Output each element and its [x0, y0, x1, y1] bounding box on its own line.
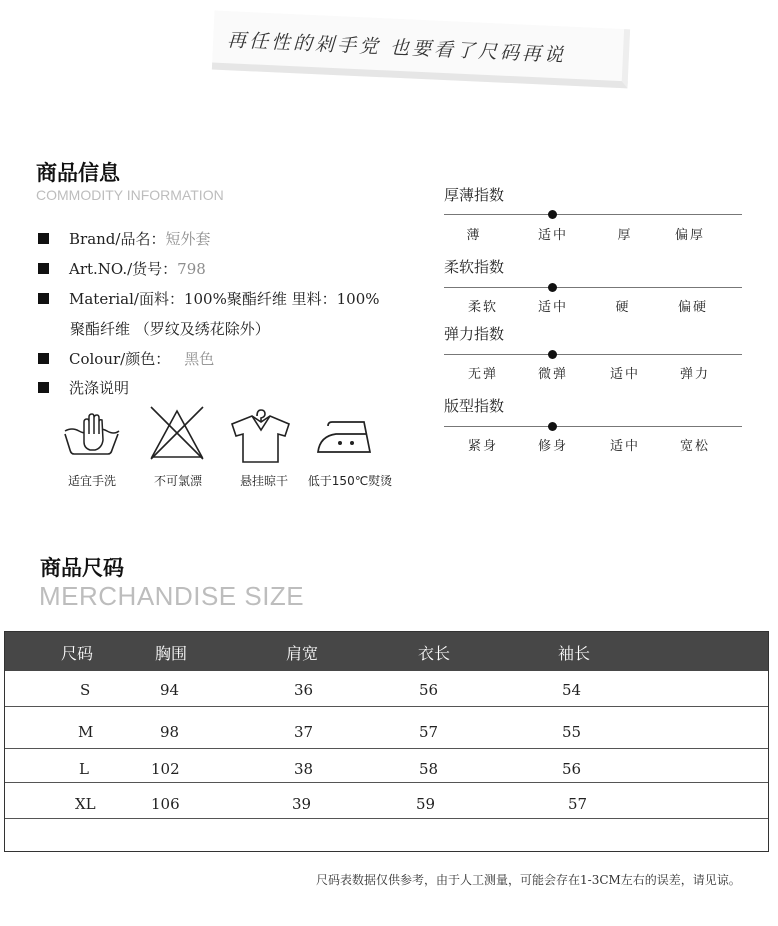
- index-scale-line: [444, 287, 742, 288]
- iron-icon: [314, 416, 374, 456]
- header-shoulder: 肩宽: [286, 644, 319, 663]
- brand-label: Brand/品名：: [69, 230, 166, 248]
- index-label: 修身: [537, 439, 568, 454]
- index-label: 偏厚: [674, 228, 705, 243]
- table-cell: 102: [151, 760, 180, 778]
- row-divider: [5, 706, 768, 707]
- index-marker: [548, 350, 557, 359]
- index-label: 厚: [617, 228, 633, 243]
- size-table-header: [5, 632, 768, 671]
- slogan-banner: [212, 7, 633, 92]
- index-label: 适中: [537, 228, 568, 243]
- table-cell: 58: [419, 760, 439, 778]
- material-value: 100%聚酯纤维 里料：100%: [183, 290, 380, 308]
- header-length: 衣长: [418, 644, 451, 663]
- material-continuation: 聚酯纤维 （罗纹及绣花除外）: [70, 320, 270, 338]
- index-title-elasticity: 弹力指数: [444, 325, 505, 343]
- size-subtitle: MERCHANDISE SIZE: [39, 581, 305, 611]
- table-cell: 54: [562, 681, 582, 699]
- row-divider: [5, 748, 768, 749]
- art-value: 798: [177, 260, 206, 278]
- material-row: [38, 288, 380, 309]
- index-scale-line: [444, 354, 742, 355]
- table-cell: 56: [419, 681, 439, 699]
- index-label: 宽松: [679, 439, 710, 454]
- table-cell: 57: [568, 795, 588, 813]
- bullet-icon: [38, 382, 49, 393]
- table-cell: 106: [151, 795, 180, 813]
- art-row: [38, 258, 206, 279]
- index-label: 偏硬: [677, 300, 708, 315]
- table-cell: 57: [419, 723, 439, 741]
- index-scale-line: [444, 426, 742, 427]
- care-label-hang-dry: 悬挂晾干: [239, 474, 288, 488]
- bullet-icon: [38, 233, 49, 244]
- care-label-iron: 低于150℃熨烫: [307, 474, 393, 488]
- bullet-icon: [38, 293, 49, 304]
- care-label-hand-wash: 适宜手洗: [67, 474, 116, 488]
- bullet-icon: [38, 263, 49, 274]
- index-label: 弹力: [679, 367, 710, 382]
- size-title: 商品尺码: [40, 556, 124, 580]
- colour-value: 黑色: [184, 350, 215, 368]
- art-label: Art.NO./货号：: [69, 260, 178, 278]
- table-cell: S: [80, 681, 91, 699]
- table-cell: 56: [562, 760, 582, 778]
- size-footnote: 尺码表数据仅供参考，由于人工测量，可能会存在1-3CM左右的误差，请见谅。: [316, 873, 741, 887]
- commodity-subtitle: COMMODITY INFORMATION: [36, 187, 224, 203]
- index-label: 无弹: [467, 367, 498, 382]
- table-cell: 36: [294, 681, 314, 699]
- table-cell: 59: [416, 795, 436, 813]
- table-cell: 55: [562, 723, 582, 741]
- table-cell: 94: [160, 681, 180, 699]
- row-divider: [5, 782, 768, 783]
- row-divider: [5, 818, 768, 819]
- material-label: Material/面料：: [69, 290, 184, 308]
- table-cell: 39: [292, 795, 312, 813]
- wash-row: [38, 377, 129, 398]
- colour-row: [38, 348, 214, 369]
- table-cell: L: [79, 760, 89, 778]
- table-cell: 38: [294, 760, 314, 778]
- colour-label: Colour/颜色：: [69, 350, 171, 368]
- table-cell: XL: [75, 795, 96, 813]
- index-title-thickness: 厚薄指数: [444, 186, 505, 204]
- index-label: 适中: [609, 367, 640, 382]
- index-label: 薄: [466, 228, 482, 243]
- index-title-softness: 柔软指数: [444, 258, 505, 276]
- index-marker: [548, 210, 557, 219]
- table-cell: M: [78, 723, 94, 741]
- header-size: 尺码: [61, 644, 94, 663]
- index-label: 适中: [537, 300, 568, 315]
- bullet-icon: [38, 353, 49, 364]
- banner-text: 再任性的剁手党 也要看了尺码再说: [226, 29, 567, 67]
- header-sleeve: 袖长: [558, 644, 591, 663]
- hand-wash-icon: [62, 408, 122, 460]
- no-bleach-icon: [148, 405, 206, 461]
- index-label: 硬: [615, 300, 631, 315]
- index-marker: [548, 422, 557, 431]
- wash-label: 洗涤说明: [69, 379, 130, 397]
- care-label-no-bleach: 不可氯漂: [153, 474, 202, 488]
- brand-row: [38, 228, 210, 249]
- index-title-fit: 版型指数: [444, 397, 505, 415]
- index-label: 紧身: [467, 439, 498, 454]
- hang-dry-icon: [228, 404, 292, 464]
- index-marker: [548, 283, 557, 292]
- size-table: [4, 631, 769, 852]
- brand-value: 短外套: [165, 230, 211, 248]
- index-label: 适中: [609, 439, 640, 454]
- index-label: 柔软: [467, 300, 498, 315]
- index-label: 微弹: [537, 367, 568, 382]
- table-cell: 37: [294, 723, 314, 741]
- header-chest: 胸围: [155, 644, 188, 663]
- index-scale-line: [444, 214, 742, 215]
- commodity-title: 商品信息: [36, 161, 120, 185]
- table-cell: 98: [160, 723, 180, 741]
